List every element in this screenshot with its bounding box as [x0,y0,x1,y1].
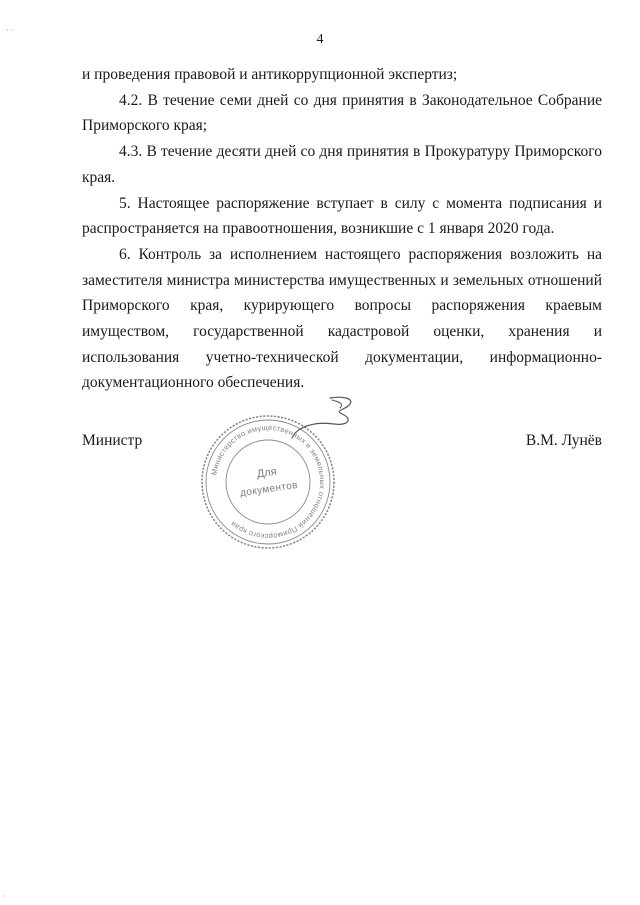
stamp-center-line-2: документов [239,479,299,499]
document-body [82,62,602,396]
stamp-inner-ring [226,440,310,524]
paragraph-5: 5. Настоящее распоряжение вступает в силу с момента подписания и распространяется на правоотношения, возникшие с 1 января 2020 года. [82,194,602,238]
stamp-ring-text: Министерство имущественных и земельных отношений Приморского края [209,422,328,542]
paragraph-4-2: 4.2. В течение семи дней со дня принятия в Законодательное Собрание Приморского края; [82,91,602,135]
signatory-title: Министр [82,432,143,449]
stamp-center-line-1: Для [256,465,278,481]
paragraph-expertise: и проведения правовой и антикоррупционной экспертиз; [82,66,458,83]
scan-artifact-mark: · · [6,26,14,35]
handwritten-signature [290,392,370,442]
scan-artifact-mark-bottom: · [3,892,6,901]
signatory-name: В.М. Лунёв [525,432,602,449]
page-number: 4 [316,32,324,47]
paragraph-4-3: 4.3. В течение десяти дней со дня принятия в Прокуратуру Приморского края. [82,143,602,186]
paragraph-6: 6. Контроль за исполнением настоящего распоряжения возложить на заместителя министра министерства имущественных и земельных отношений Приморского края, курирующего вопросы распоряжения краевым имуществом, государственной кадастровой оценки, хранения и использования учетно-технической документации, информационно-документационного обеспечения. [82,245,602,392]
